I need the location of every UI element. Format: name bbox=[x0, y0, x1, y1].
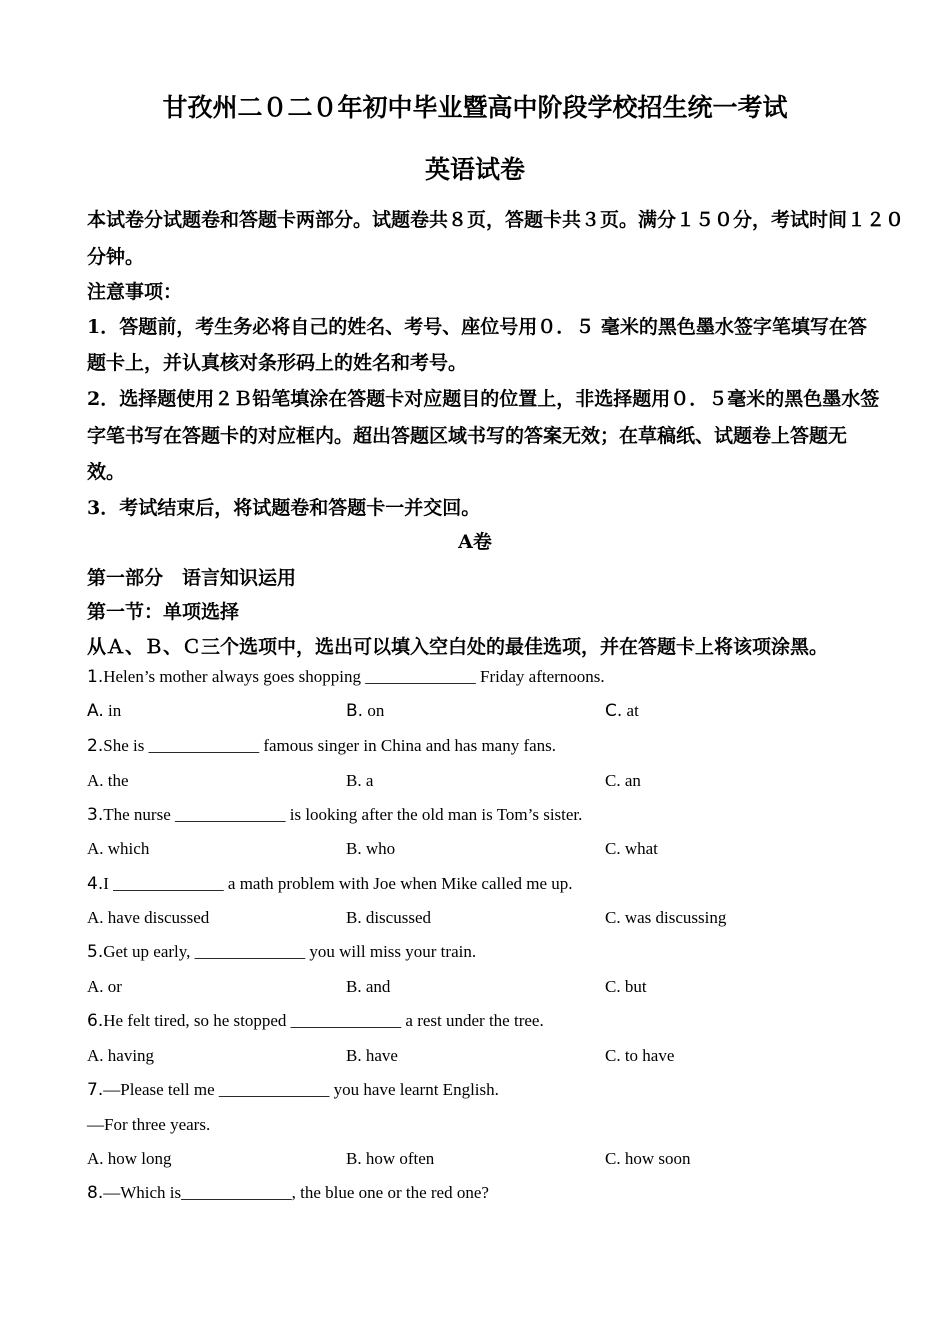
question-3 bbox=[87, 805, 582, 825]
question-text: The nurse _____________ is looking after the old man is Tom’s sister. bbox=[103, 805, 583, 824]
question-number: 6. bbox=[87, 1011, 104, 1031]
option-c: C. to have bbox=[605, 1046, 675, 1065]
question-text: He felt tired, so he stopped _____________ a rest under the tree. bbox=[103, 1011, 544, 1030]
option-b: B. a bbox=[346, 771, 374, 790]
option-c bbox=[605, 701, 639, 721]
option-a: A. have discussed bbox=[87, 908, 210, 927]
question-8 bbox=[87, 1183, 489, 1203]
question-number: 4. bbox=[87, 874, 104, 894]
question-text: She is _____________ famous singer in China and has many fans. bbox=[103, 736, 557, 755]
option-text: on bbox=[363, 701, 385, 720]
option-c: C. what bbox=[605, 839, 658, 858]
option-a: A. having bbox=[87, 1046, 155, 1065]
option-label: A. bbox=[87, 701, 104, 721]
question-number: 1. bbox=[87, 667, 104, 687]
exam-subtitle: 英语试卷 bbox=[424, 155, 525, 184]
volume-heading: A卷 bbox=[458, 531, 492, 553]
question-number: 7. bbox=[87, 1080, 104, 1100]
option-c: C. how soon bbox=[605, 1149, 691, 1168]
option-c: C. an bbox=[605, 771, 641, 790]
option-b: B. and bbox=[346, 977, 391, 996]
note-3: 3．考试结束后，将试题卷和答题卡一并交回。 bbox=[87, 497, 481, 519]
question-text: —Which is_____________, the blue one or the red one? bbox=[103, 1183, 489, 1202]
question-5 bbox=[87, 942, 476, 962]
option-label: C. bbox=[605, 701, 623, 721]
question-text: Helen’s mother always goes shopping _____________ Friday afternoons. bbox=[103, 667, 605, 686]
section-instruction: 从Ａ、Ｂ、Ｃ三个选项中，选出可以填入空白处的最佳选项，并在答题卡上将该项涂黑。 bbox=[87, 636, 829, 658]
note-2-line-3: 效。 bbox=[87, 461, 126, 483]
option-c: C. was discussing bbox=[605, 908, 727, 927]
question-number: 8. bbox=[87, 1183, 104, 1203]
question-number: 5. bbox=[87, 942, 104, 962]
question-4 bbox=[87, 874, 573, 894]
question-number: 3. bbox=[87, 805, 104, 825]
option-b: B. discussed bbox=[346, 908, 431, 927]
intro-line-1: 本试卷分试题卷和答题卡两部分。试题卷共８页，答题卡共３页。满分１５０分，考试时间１２０ bbox=[87, 209, 905, 231]
option-text: in bbox=[103, 701, 122, 720]
option-a: A. which bbox=[87, 839, 150, 858]
part-heading: 第一部分 语言知识运用 bbox=[87, 567, 297, 589]
notes-heading: 注意事项： bbox=[87, 281, 183, 303]
option-b: B. who bbox=[346, 839, 396, 858]
question-number: 2. bbox=[87, 736, 104, 756]
note-2-line-2: 字笔书写在答题卡的对应框内。超出答题区域书写的答案无效；在草稿纸、试题卷上答题无 bbox=[87, 425, 848, 447]
note-2-line-1: 2．选择题使用２Ｂ铅笔填涂在答题卡对应题目的位置上，非选择题用０．５毫米的黑色墨水签 bbox=[87, 388, 880, 410]
question-6 bbox=[87, 1011, 544, 1031]
option-c: C. but bbox=[605, 977, 647, 996]
option-b: B. have bbox=[346, 1046, 398, 1065]
question-text: Get up early, _____________ you will miss your train. bbox=[103, 942, 477, 961]
option-label: B. bbox=[346, 701, 364, 721]
section-heading: 第一节：单项选择 bbox=[87, 601, 240, 623]
option-b bbox=[346, 701, 384, 721]
question-text: I _____________ a math problem with Joe when Mike called me up. bbox=[103, 874, 573, 893]
option-a: A. or bbox=[87, 977, 122, 996]
option-b: B. how often bbox=[346, 1149, 435, 1168]
question-7-reply: —For three years. bbox=[87, 1115, 211, 1134]
intro-line-2: 分钟。 bbox=[87, 246, 145, 268]
option-a bbox=[87, 701, 121, 721]
option-a: A. the bbox=[87, 771, 129, 790]
question-2 bbox=[87, 736, 556, 756]
note-1-line-2: 题卡上，并认真核对条形码上的姓名和考号。 bbox=[87, 352, 468, 374]
question-text: —Please tell me _____________ you have learnt English. bbox=[103, 1080, 499, 1099]
question-7 bbox=[87, 1080, 499, 1100]
option-text: at bbox=[622, 701, 639, 720]
option-a: A. how long bbox=[87, 1149, 172, 1168]
question-1 bbox=[87, 667, 605, 687]
note-1-line-1: 1．答题前，考生务必将自己的姓名、考号、座位号用０．５ 毫米的黑色墨水签字笔填写在答 bbox=[87, 316, 867, 338]
exam-title: 甘孜州二０二０年初中毕业暨高中阶段学校招生统一考试 bbox=[162, 93, 788, 122]
